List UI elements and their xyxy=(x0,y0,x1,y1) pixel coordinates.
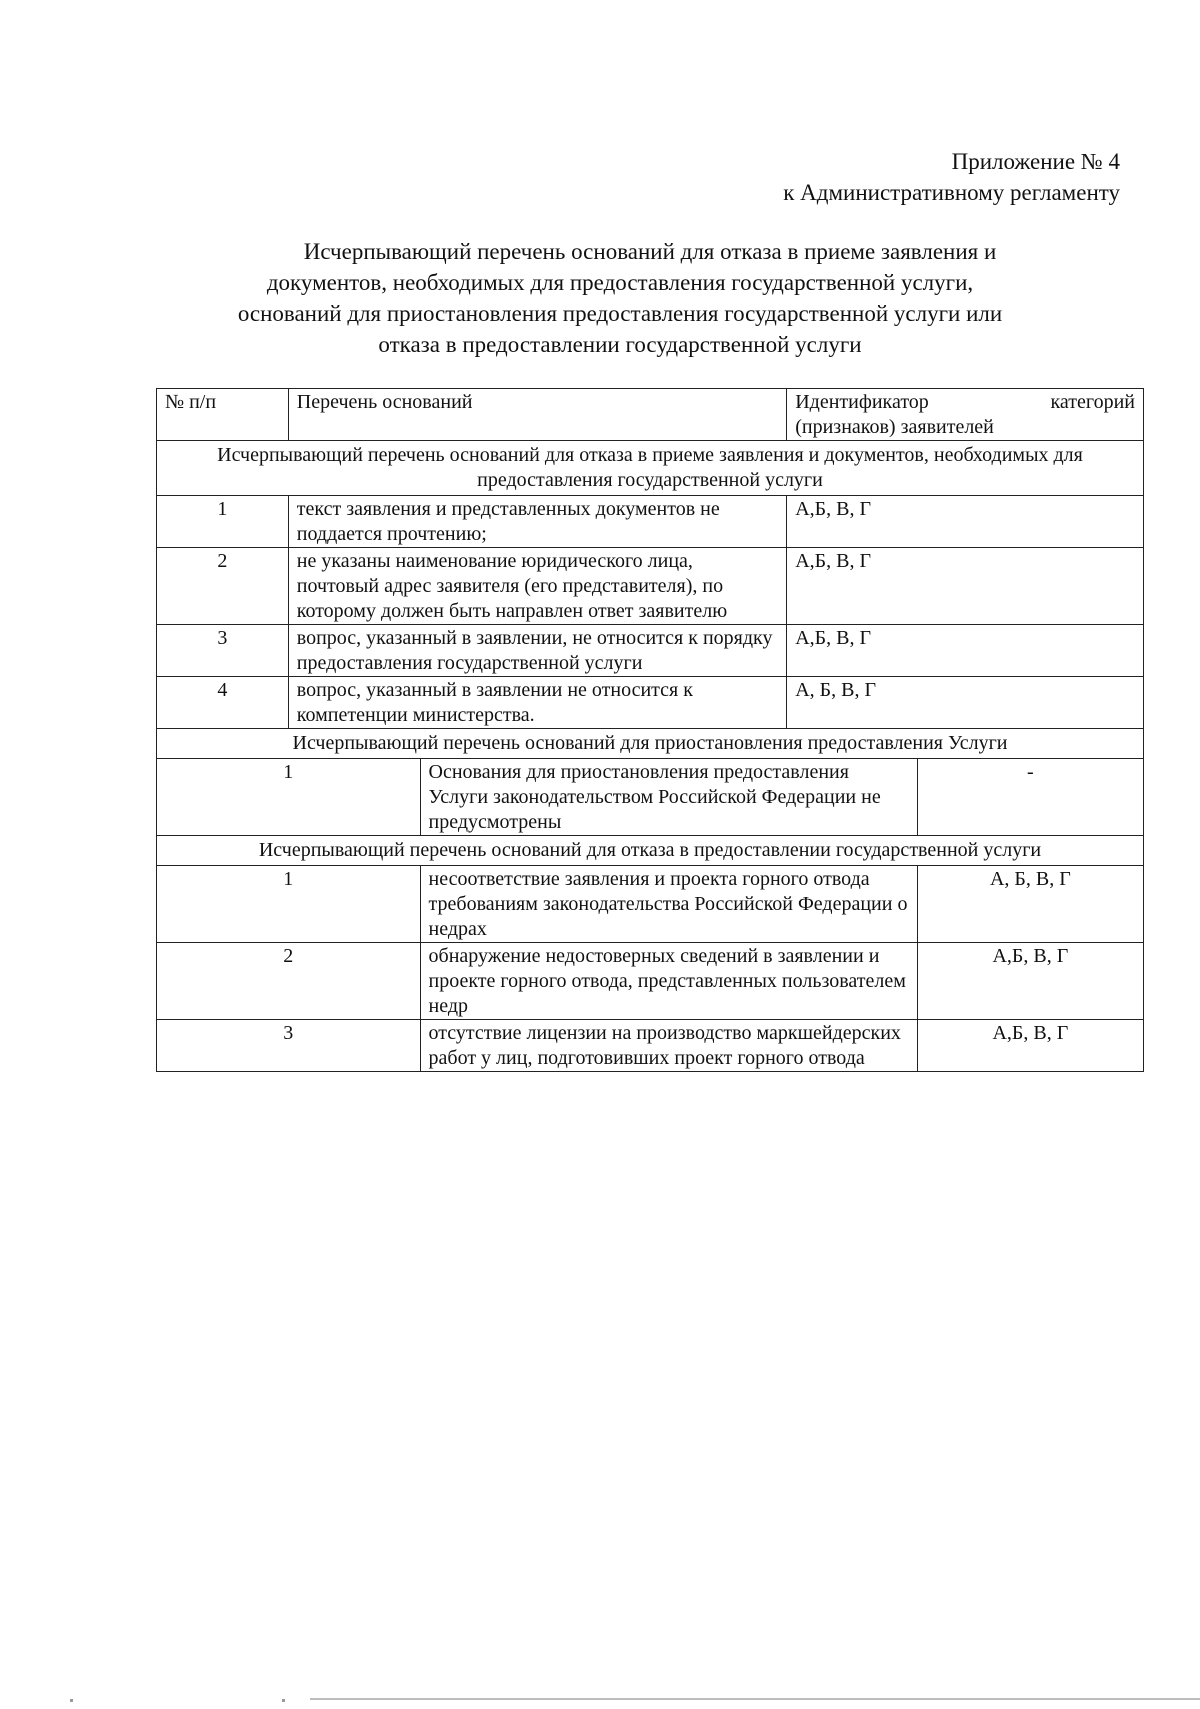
header-num: № п/п xyxy=(157,389,289,441)
row-number: 1 xyxy=(157,759,421,836)
table-row xyxy=(157,625,1144,677)
row-number: 4 xyxy=(157,677,289,729)
header-categories-word1: Идентификатор xyxy=(795,391,929,413)
row-number: 1 xyxy=(157,866,421,943)
table-row xyxy=(157,759,1144,836)
row-text: текст заявления и представленных документов не поддается прочтению; xyxy=(288,496,786,548)
row-categories: - xyxy=(917,759,1143,836)
row-text: не указаны наименование юридического лица, почтовый адрес заявителя (его представителя), по которому должен быть направлен ответ заявителю xyxy=(288,548,786,625)
row-number: 2 xyxy=(157,548,289,625)
row-text: Основания для приостановления предоставления Услуги законодательством Российской Федерации не предусмотрены xyxy=(420,759,917,836)
row-text: несоответствие заявления и проекта горного отвода требованиям законодательства Российской Федерации о недрах xyxy=(420,866,917,943)
header-categories xyxy=(787,389,1144,441)
table-header-row xyxy=(157,389,1144,441)
row-number: 3 xyxy=(157,1020,421,1072)
title-line: отказа в предоставлении государственной услуги xyxy=(378,332,862,357)
table-row xyxy=(157,548,1144,625)
row-categories: А, Б, В, Г xyxy=(787,677,1144,729)
table-row xyxy=(157,1020,1144,1072)
section-row xyxy=(157,441,1144,496)
row-categories: А,Б, В, Г xyxy=(917,1020,1143,1072)
row-categories: А,Б, В, Г xyxy=(787,496,1144,548)
table-row xyxy=(157,943,1144,1020)
title-line: документов, необходимых для предоставления государственной услуги, xyxy=(266,270,974,295)
title-line: Исчерпывающий перечень оснований для отказа в приеме заявления и xyxy=(303,239,997,264)
scan-artifact-line xyxy=(310,1698,1200,1700)
section-row xyxy=(157,729,1144,759)
row-number: 2 xyxy=(157,943,421,1020)
document-title xyxy=(150,236,1090,360)
section-row xyxy=(157,836,1144,866)
row-text: отсутствие лицензии на производство маркшейдерских работ у лиц, подготовивших проект горного отвода xyxy=(420,1020,917,1072)
scan-artifact-dot xyxy=(70,1699,73,1702)
scan-artifact-dot xyxy=(282,1699,285,1702)
title-line: оснований для приостановления предоставления государственной услуги или xyxy=(237,301,1003,326)
row-text: вопрос, указанный в заявлении не относится к компетенции министерства. xyxy=(288,677,786,729)
row-number: 3 xyxy=(157,625,289,677)
row-categories: А,Б, В, Г xyxy=(787,625,1144,677)
appendix-number: Приложение № 4 xyxy=(951,149,1120,174)
header-categories-line2: (признаков) заявителей xyxy=(795,416,994,438)
row-categories: А,Б, В, Г xyxy=(917,943,1143,1020)
row-text: вопрос, указанный в заявлении, не относится к порядку предоставления государственной услуги xyxy=(288,625,786,677)
row-number: 1 xyxy=(157,496,289,548)
table-row xyxy=(157,496,1144,548)
row-categories: А,Б, В, Г xyxy=(787,548,1144,625)
section-title: Исчерпывающий перечень оснований для отказа в приеме заявления и документов, необходимых для предоставления государственной услуги xyxy=(157,441,1144,496)
section-title: Исчерпывающий перечень оснований для отказа в предоставлении государственной услуги xyxy=(157,836,1144,866)
header-grounds: Перечень оснований xyxy=(288,389,786,441)
row-categories: А, Б, В, Г xyxy=(917,866,1143,943)
table-row xyxy=(157,866,1144,943)
header-categories-word2: категорий xyxy=(1050,391,1135,413)
appendix-reference: к Административному регламенту xyxy=(783,180,1120,205)
row-text: обнаружение недостоверных сведений в заявлении и проекте горного отвода, представленных пользователем недр xyxy=(420,943,917,1020)
grounds-table xyxy=(156,388,1144,1072)
table-row xyxy=(157,677,1144,729)
section-title: Исчерпывающий перечень оснований для приостановления предоставления Услуги xyxy=(157,729,1144,759)
